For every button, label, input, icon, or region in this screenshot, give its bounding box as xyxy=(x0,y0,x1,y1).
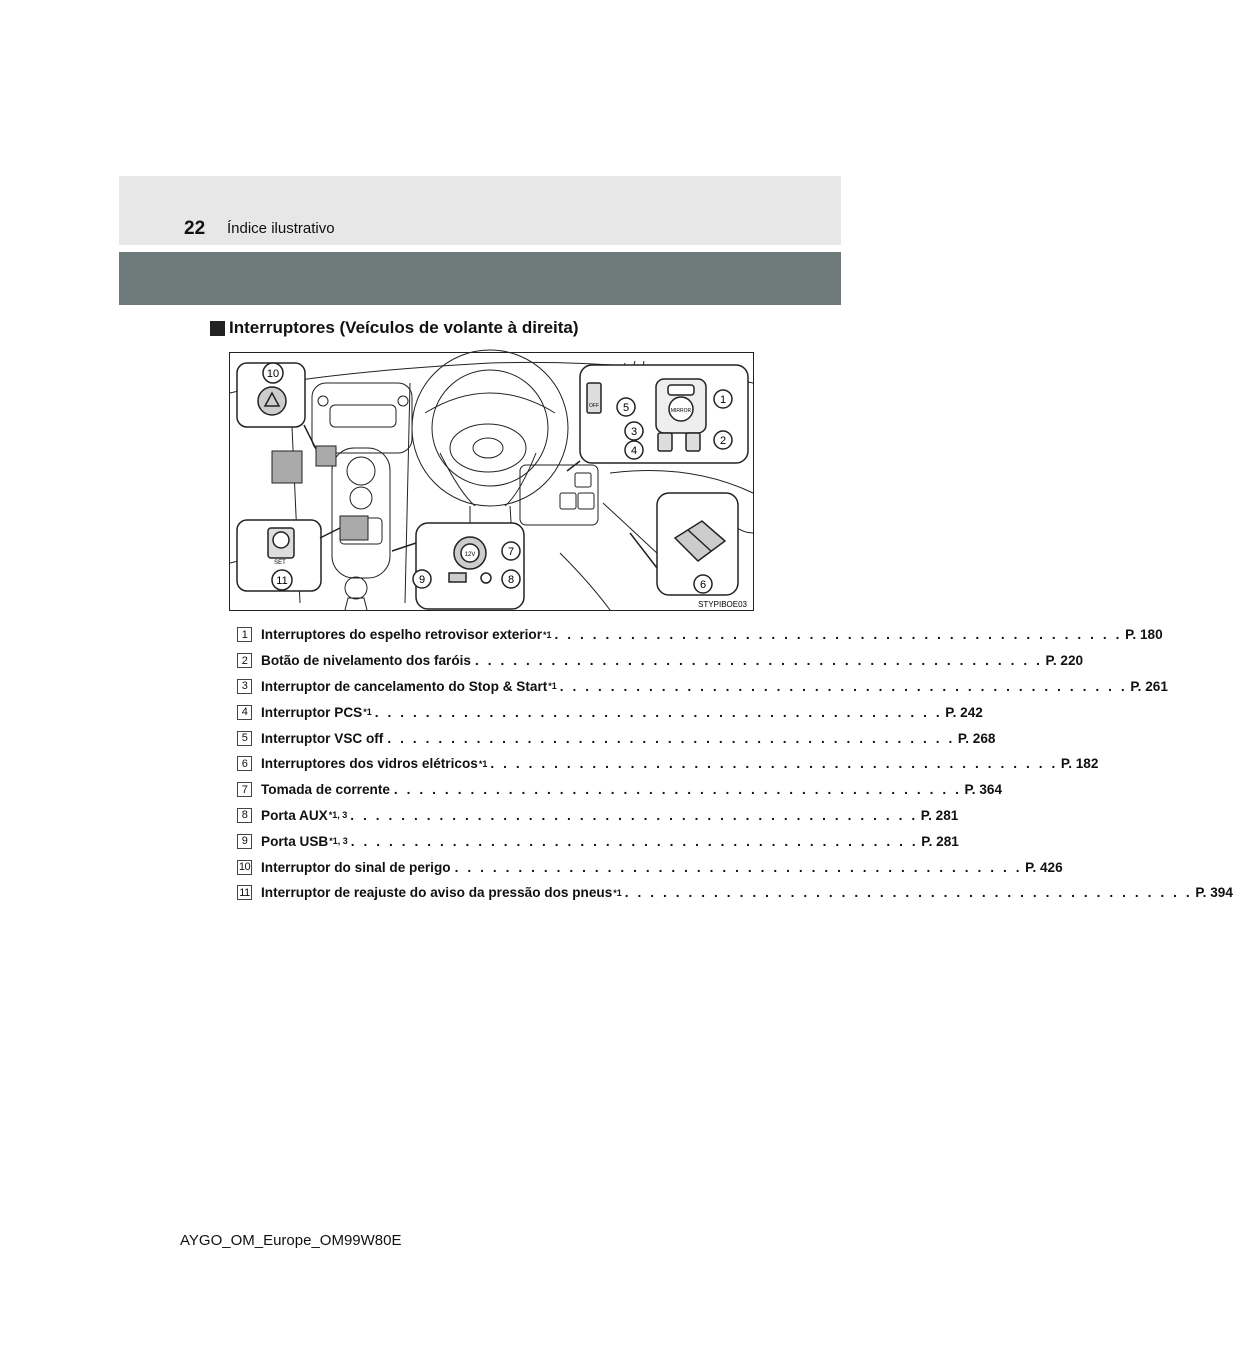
leader-dots: . . . . . . . . . . . . . . . . . . . . . . . . . . . . . . . . . . . . . . . . . . . . . xyxy=(475,653,1043,669)
list-item xyxy=(237,777,1003,803)
svg-text:4: 4 xyxy=(630,445,638,457)
leader-dots: . . . . . . . . . . . . . . . . . . . . . . . . . . . . . . . . . . . . . . . . . . . . . xyxy=(374,704,943,720)
svg-text:10: 10 xyxy=(266,368,280,380)
svg-text:6: 6 xyxy=(699,579,707,591)
item-label: Tomada de corrente xyxy=(261,782,390,798)
chapter-title: Índice ilustrativo xyxy=(227,220,335,237)
item-label: Porta USB xyxy=(261,833,329,849)
item-label: Interruptores dos vidros elétricos xyxy=(261,756,478,772)
item-page-link[interactable]: P. 281 xyxy=(920,807,959,823)
leader-dots: . . . . . . . . . . . . . . . . . . . . . . . . . . . . . . . . . . . . . . . . . . . . . xyxy=(624,885,1193,901)
svg-text:11: 11 xyxy=(276,575,288,587)
item-page-link[interactable]: P. 426 xyxy=(1025,859,1063,875)
item-label: Interruptor de cancelamento do Stop & Start xyxy=(261,678,548,694)
item-page-link[interactable]: P. 364 xyxy=(964,782,1003,798)
item-number: 6 xyxy=(237,756,252,771)
leader-dots: . . . . . . . . . . . . . . . . . . . . . . . . . . . . . . . . . . . . . . . . . . . . . xyxy=(350,807,918,823)
list-item: 3 Interruptor de cancelamento do Stop & Start *1 . . . . . . . . . . . . . . . . . . . . . . . . . . . . . . . . . . . . . . . . . . . . . P. 261 xyxy=(237,674,723,700)
item-page-link[interactable]: P. 281 xyxy=(921,833,959,849)
switches-illustration xyxy=(229,352,754,611)
svg-text:OFF: OFF xyxy=(589,403,599,409)
item-number: 2 xyxy=(237,653,252,668)
section-heading xyxy=(210,318,579,338)
item-label: Interruptor de reajuste do aviso da pressão dos pneus xyxy=(261,885,613,901)
list-item: 6 Interruptores dos vidros elétricos *1 . . . . . . . . . . . . . . . . . . . . . . . . . . . . . . . . . . . . . . . . . . . . . P. 182 xyxy=(237,751,723,777)
item-label: Porta AUX xyxy=(261,807,328,823)
dashboard-drawing xyxy=(230,353,753,610)
svg-text:8: 8 xyxy=(507,574,515,586)
document-code: AYGO_OM_Europe_OM99W80E xyxy=(180,1232,402,1249)
list-item: 11 Interruptor de reajuste do aviso da pressão dos pneus *1 . . . . . . . . . . . . . . . . . . . . . . . . . . . . . . . . . . . . . . . . . . . . . P. 394 xyxy=(237,880,723,906)
item-number: 10 xyxy=(238,861,251,874)
item-number: 9 xyxy=(237,834,252,849)
item-page-link[interactable]: P. 182 xyxy=(1060,756,1099,772)
list-item xyxy=(237,854,1063,880)
square-bullet-icon xyxy=(210,321,225,336)
leader-dots: . . . . . . . . . . . . . . . . . . . . . . . . . . . . . . . . . . . . . . . . . . . . . xyxy=(490,756,1058,772)
item-page-link[interactable]: P. 180 xyxy=(1125,627,1163,643)
svg-text:12V: 12V xyxy=(464,552,476,558)
list-item: 8 Porta AUX *1, 3 . . . . . . . . . . . . . . . . . . . . . . . . . . . . . . . . . . . . . . . . . . . . . P. 281 xyxy=(237,803,723,829)
list-item: 1 Interruptores do espelho retrovisor exterior *1 . . . . . . . . . . . . . . . . . . . . . . . . . . . . . . . . . . . . . . . . . . . . . P. 180 xyxy=(237,622,723,648)
svg-text:7: 7 xyxy=(507,546,515,558)
item-label: Botão de nivelamento dos faróis xyxy=(261,653,471,669)
section-title: Interruptores (Veículos de volante à direita) xyxy=(229,318,579,337)
item-label: Interruptor do sinal de perigo xyxy=(261,859,451,875)
item-number: 5 xyxy=(237,731,252,746)
item-page-link[interactable]: P. 268 xyxy=(957,730,996,746)
item-number: 8 xyxy=(237,808,252,823)
item-page-link[interactable]: P. 261 xyxy=(1130,678,1168,694)
item-label: Interruptores do espelho retrovisor exterior xyxy=(261,627,543,643)
item-number: 3 xyxy=(237,679,252,694)
leader-dots: . . . . . . . . . . . . . . . . . . . . . . . . . . . . . . . . . . . . . . . . . . . . . xyxy=(454,859,1023,875)
figure-code: STYPIBOE03 xyxy=(698,600,747,609)
svg-text:SET: SET xyxy=(274,560,286,566)
leader-dots: . . . . . . . . . . . . . . . . . . . . . . . . . . . . . . . . . . . . . . . . . . . . . xyxy=(350,833,919,849)
leader-dots: . . . . . . . . . . . . . . . . . . . . . . . . . . . . . . . . . . . . . . . . . . . . . xyxy=(393,782,962,798)
item-label: Interruptor PCS xyxy=(261,704,363,720)
svg-text:MIRROR: MIRROR xyxy=(670,408,692,414)
svg-text:3: 3 xyxy=(630,426,638,438)
list-item xyxy=(237,725,996,751)
page-number: 22 xyxy=(184,218,206,239)
item-page-link[interactable]: P. 394 xyxy=(1195,885,1233,901)
leader-dots: . . . . . . . . . . . . . . . . . . . . . . . . . . . . . . . . . . . . . . . . . . . . . xyxy=(559,678,1128,694)
list-item: 4 Interruptor PCS *1 . . . . . . . . . . . . . . . . . . . . . . . . . . . . . . . . . . . . . . . . . . . . . P. 242 xyxy=(237,699,723,725)
list-item: 9 Porta USB *1, 3 . . . . . . . . . . . . . . . . . . . . . . . . . . . . . . . . . . . . . . . . . . . . . P. 281 xyxy=(237,828,723,854)
switch-list xyxy=(237,622,1233,906)
item-number: 4 xyxy=(237,705,252,720)
svg-text:5: 5 xyxy=(622,402,630,414)
list-item xyxy=(237,648,1084,674)
svg-text:9: 9 xyxy=(418,574,426,586)
item-page-link[interactable]: P. 242 xyxy=(945,704,983,720)
svg-text:2: 2 xyxy=(719,435,727,447)
item-number: 11 xyxy=(237,885,252,900)
leader-dots: . . . . . . . . . . . . . . . . . . . . . . . . . . . . . . . . . . . . . . . . . . . . . xyxy=(554,627,1123,643)
item-number: 7 xyxy=(237,782,252,797)
svg-text:1: 1 xyxy=(719,394,727,406)
title-bar xyxy=(119,252,841,305)
item-label: Interruptor VSC off xyxy=(261,730,384,746)
leader-dots: . . . . . . . . . . . . . . . . . . . . . . . . . . . . . . . . . . . . . . . . . . . . . xyxy=(387,730,955,746)
item-page-link[interactable]: P. 220 xyxy=(1045,653,1084,669)
item-number: 1 xyxy=(237,627,252,642)
